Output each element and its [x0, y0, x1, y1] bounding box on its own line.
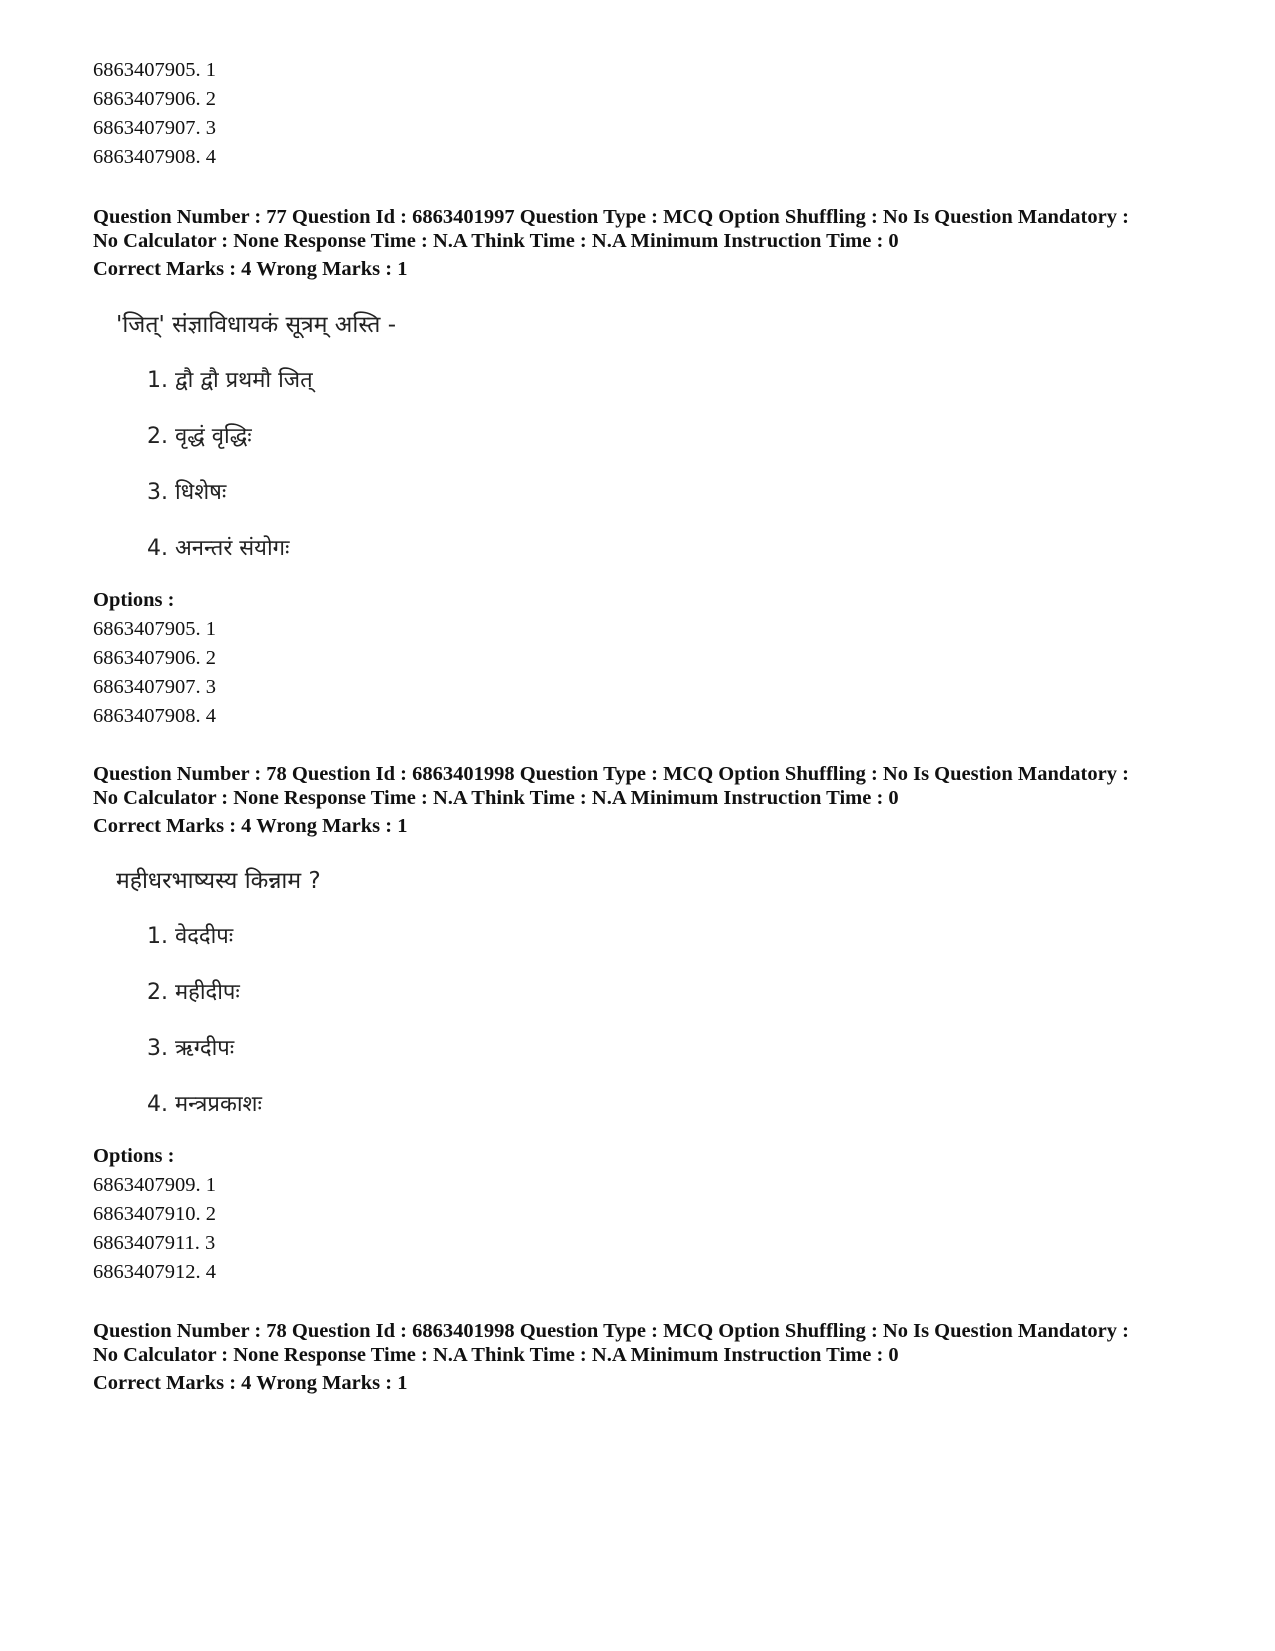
q78-choice-3: 3. ऋग्दीपः — [147, 1036, 235, 1061]
q77-question-image — [116, 310, 396, 564]
q77-stem: 'जित्' संज्ञाविधायकं सूत्रम् अस्ति - — [116, 312, 397, 338]
q78-repeat-header-line2: No Calculator : None Response Time : N.A Think Time : N.A Minimum Instruction Time : 0 — [93, 1344, 899, 1366]
q78-choice-4: 4. मन्त्रप्रकाशः — [147, 1092, 262, 1117]
option-item: 6863407908. 4 — [93, 705, 216, 727]
q78-options — [93, 1142, 216, 1287]
option-item: 6863407907. 3 — [93, 117, 216, 139]
option-item: 6863407909. 1 — [93, 1174, 216, 1196]
option-item: 6863407906. 2 — [93, 647, 216, 669]
q77-choice-2: 2. वृद्धं वृद्धिः — [147, 424, 252, 449]
option-item: 6863407906. 2 — [93, 88, 216, 110]
option-item: 6863407907. 3 — [93, 676, 216, 698]
q78-repeat-marks: Correct Marks : 4 Wrong Marks : 1 — [93, 1372, 408, 1394]
q78-header-line2: No Calculator : None Response Time : N.A Think Time : N.A Minimum Instruction Time : 0 — [93, 787, 899, 809]
q77-header-line2: No Calculator : None Response Time : N.A Think Time : N.A Minimum Instruction Time : 0 — [93, 230, 899, 252]
top-options-list — [93, 56, 216, 172]
q78-marks: Correct Marks : 4 Wrong Marks : 1 — [93, 815, 408, 837]
option-item: 6863407908. 4 — [93, 146, 216, 168]
q77-options — [93, 586, 216, 731]
option-item: 6863407912. 4 — [93, 1261, 216, 1283]
q77-choice-4: 4. अनन्तरं संयोगः — [147, 536, 290, 561]
option-item: 6863407911. 3 — [93, 1232, 216, 1254]
q78-repeat-header — [93, 1319, 1129, 1395]
q78-header-line1: Question Number : 78 Question Id : 6863401998 Question Type : MCQ Option Shuffling : No Is Question Mandatory : — [93, 763, 1129, 785]
q77-options-label: Options : — [93, 589, 175, 611]
q78-choice-1: 1. वेददीपः — [147, 924, 234, 949]
q78-choice-2: 2. महीदीपः — [147, 980, 240, 1005]
q78-stem: महीधरभाष्यस्य किन्नाम ? — [116, 868, 321, 894]
option-item: 6863407905. 1 — [93, 59, 216, 81]
q78-repeat-header-line1: Question Number : 78 Question Id : 6863401998 Question Type : MCQ Option Shuffling : No Is Question Mandatory : — [93, 1320, 1129, 1342]
option-item: 6863407910. 2 — [93, 1203, 216, 1225]
q78-options-label: Options : — [93, 1145, 175, 1167]
q78-header — [93, 762, 1129, 838]
q77-choice-1: 1. द्वौ द्वौ प्रथमौ जित् — [147, 368, 313, 393]
option-item: 6863407905. 1 — [93, 618, 216, 640]
q77-header — [93, 205, 1129, 281]
q77-choice-3: 3. धिशेषः — [147, 480, 227, 505]
q78-question-image — [116, 866, 321, 1120]
q77-marks: Correct Marks : 4 Wrong Marks : 1 — [93, 258, 408, 280]
q77-header-line1: Question Number : 77 Question Id : 6863401997 Question Type : MCQ Option Shuffling : No Is Question Mandatory : — [93, 206, 1129, 228]
